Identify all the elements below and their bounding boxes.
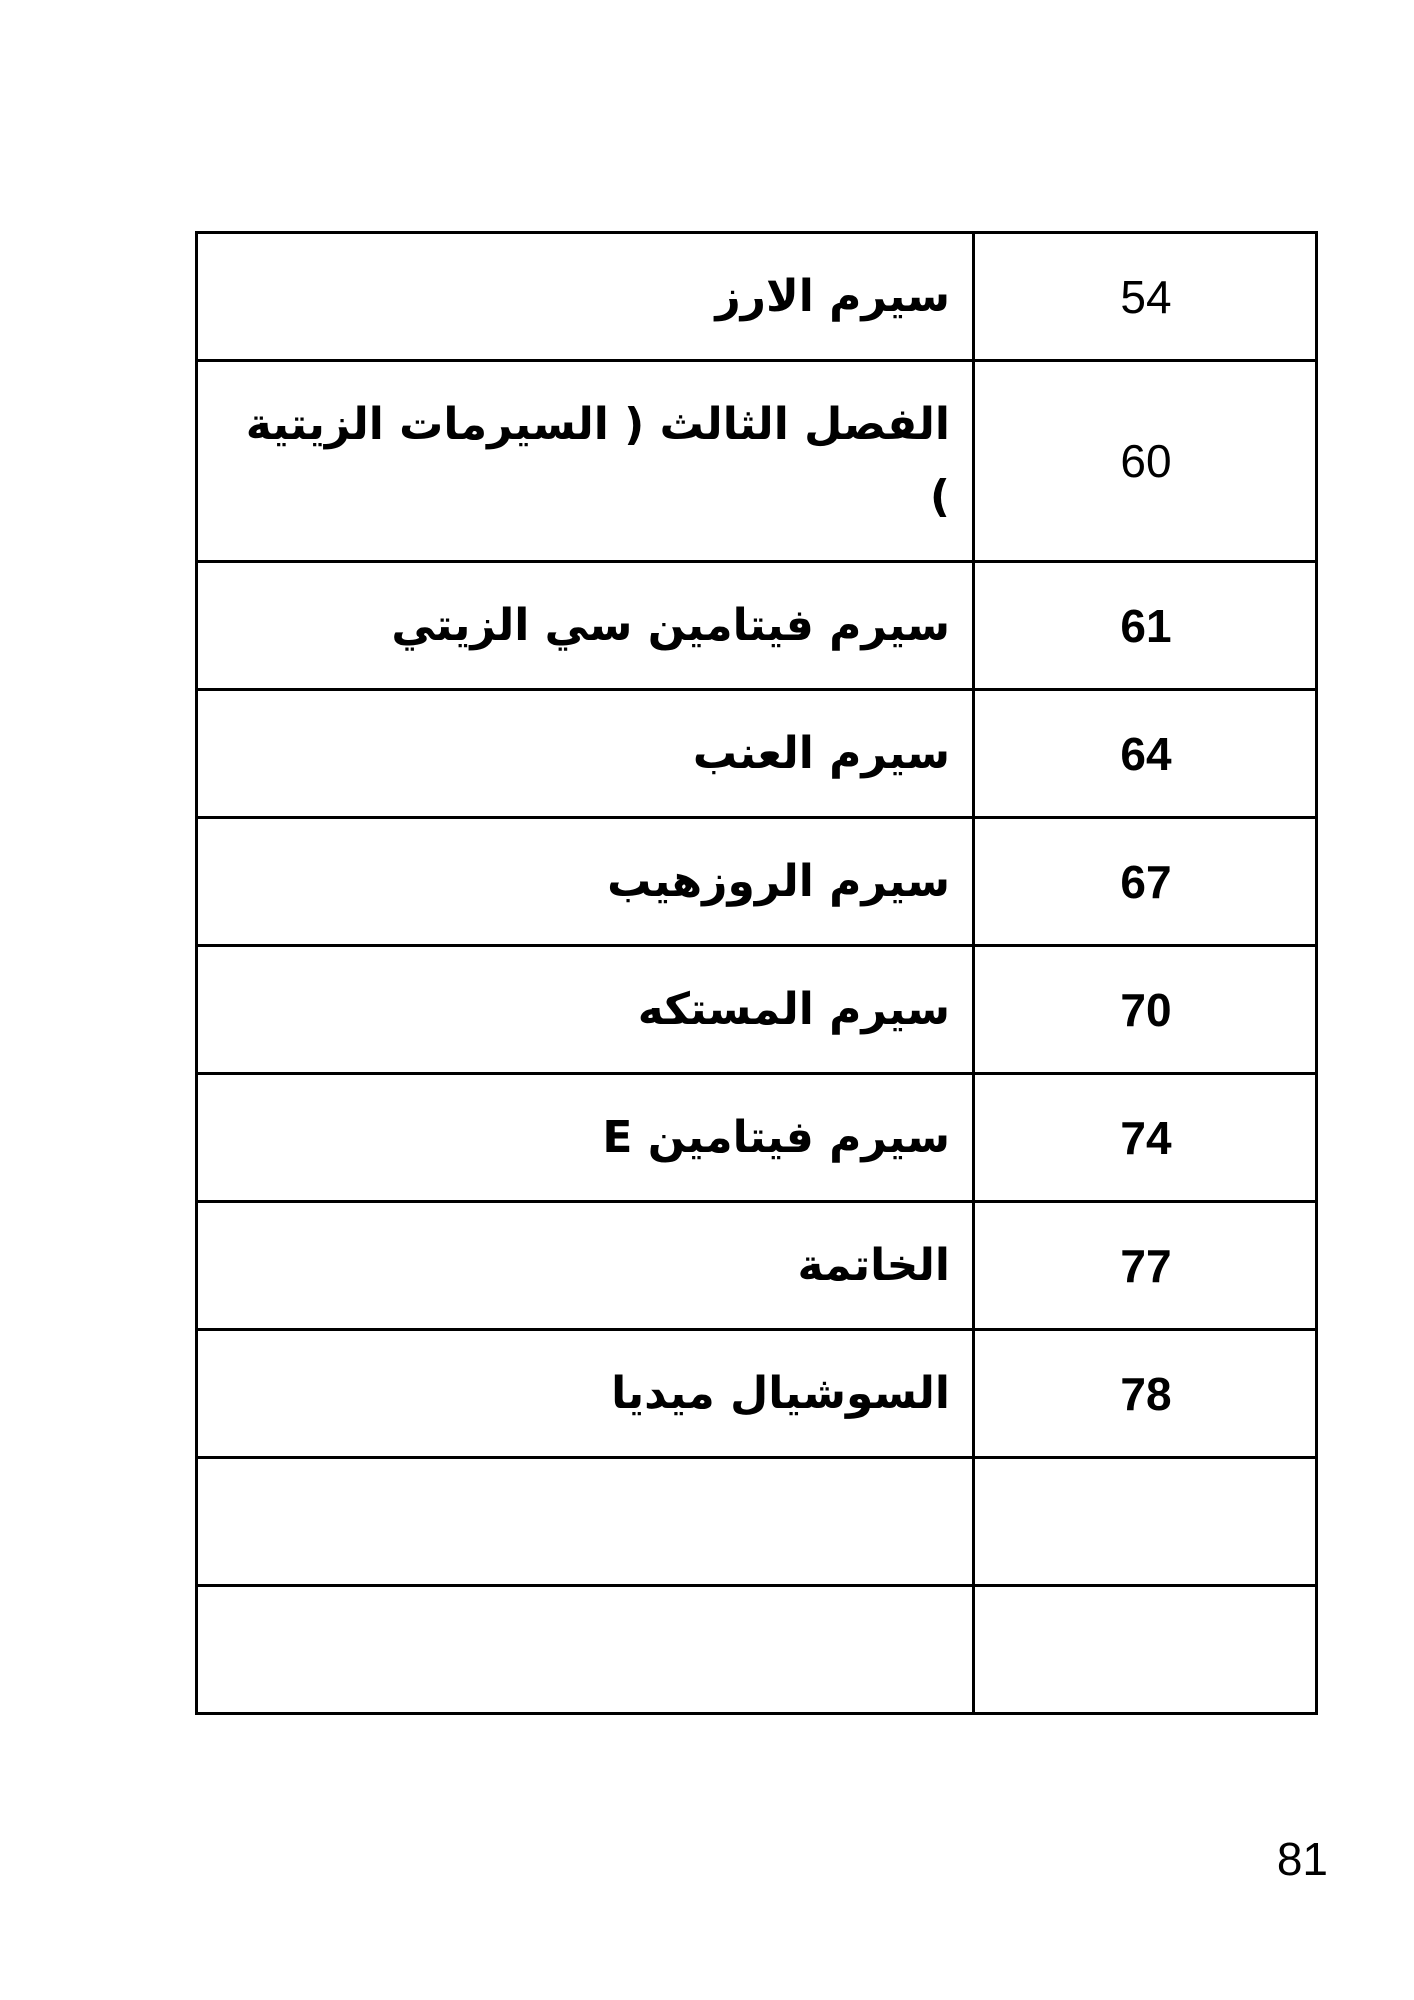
table-row bbox=[197, 1330, 1317, 1458]
toc-entry-page-cell bbox=[974, 233, 1317, 361]
toc-entry-page: 61 bbox=[1120, 599, 1172, 652]
table-row bbox=[197, 1202, 1317, 1330]
toc-entry-title: الفصل الثالث ( السيرمات الزيتية ) bbox=[197, 361, 974, 562]
toc-entry-page-cell bbox=[974, 1202, 1317, 1330]
toc-entry-title: سيرم الروزهيب bbox=[197, 818, 974, 946]
table-row bbox=[197, 1458, 1317, 1586]
toc-entry-page-cell bbox=[974, 562, 1317, 690]
table-row bbox=[197, 361, 1317, 562]
toc-entry-page: 78 bbox=[1120, 1367, 1172, 1420]
page-number: 81 bbox=[1276, 1833, 1328, 1885]
toc-entry-page-cell bbox=[974, 1074, 1317, 1202]
table-row bbox=[197, 562, 1317, 690]
toc-entry-page: 74 bbox=[1120, 1111, 1172, 1164]
toc-entry-page-cell bbox=[974, 690, 1317, 818]
toc-entry-page-cell bbox=[974, 1458, 1317, 1586]
toc-entry-title bbox=[197, 1458, 974, 1586]
toc-entry-title: السوشيال ميديا bbox=[197, 1330, 974, 1458]
toc-entry-page: 60 bbox=[1120, 435, 1172, 487]
table-row bbox=[197, 233, 1317, 361]
toc-entry-title: سيرم العنب bbox=[197, 690, 974, 818]
toc-entry-page-cell bbox=[974, 361, 1317, 562]
toc-entry-title: سيرم فيتامين E bbox=[197, 1074, 974, 1202]
toc-entry-title: الخاتمة bbox=[197, 1202, 974, 1330]
toc-entry-page: 54 bbox=[1120, 270, 1172, 323]
table-row bbox=[197, 1586, 1317, 1714]
table-row bbox=[197, 1074, 1317, 1202]
table-row bbox=[197, 690, 1317, 818]
toc-entry-page-cell bbox=[974, 1330, 1317, 1458]
toc-entry-page-cell bbox=[974, 818, 1317, 946]
toc-entry-page-cell bbox=[974, 946, 1317, 1074]
table-row bbox=[197, 818, 1317, 946]
toc-entry-title: سيرم الارز bbox=[197, 233, 974, 361]
toc-entry-title: سيرم فيتامين سي الزيتي bbox=[197, 562, 974, 690]
toc-entry-title: سيرم المستكه bbox=[197, 946, 974, 1074]
toc-entry-page: 70 bbox=[1120, 983, 1172, 1036]
table-of-contents bbox=[195, 231, 1318, 1715]
toc-entry-page-cell bbox=[974, 1586, 1317, 1714]
toc-entry-page: 64 bbox=[1120, 727, 1172, 780]
toc-entry-page: 77 bbox=[1120, 1239, 1172, 1292]
toc-entry-title bbox=[197, 1586, 974, 1714]
table-row bbox=[197, 946, 1317, 1074]
toc-entry-page: 67 bbox=[1120, 855, 1172, 908]
